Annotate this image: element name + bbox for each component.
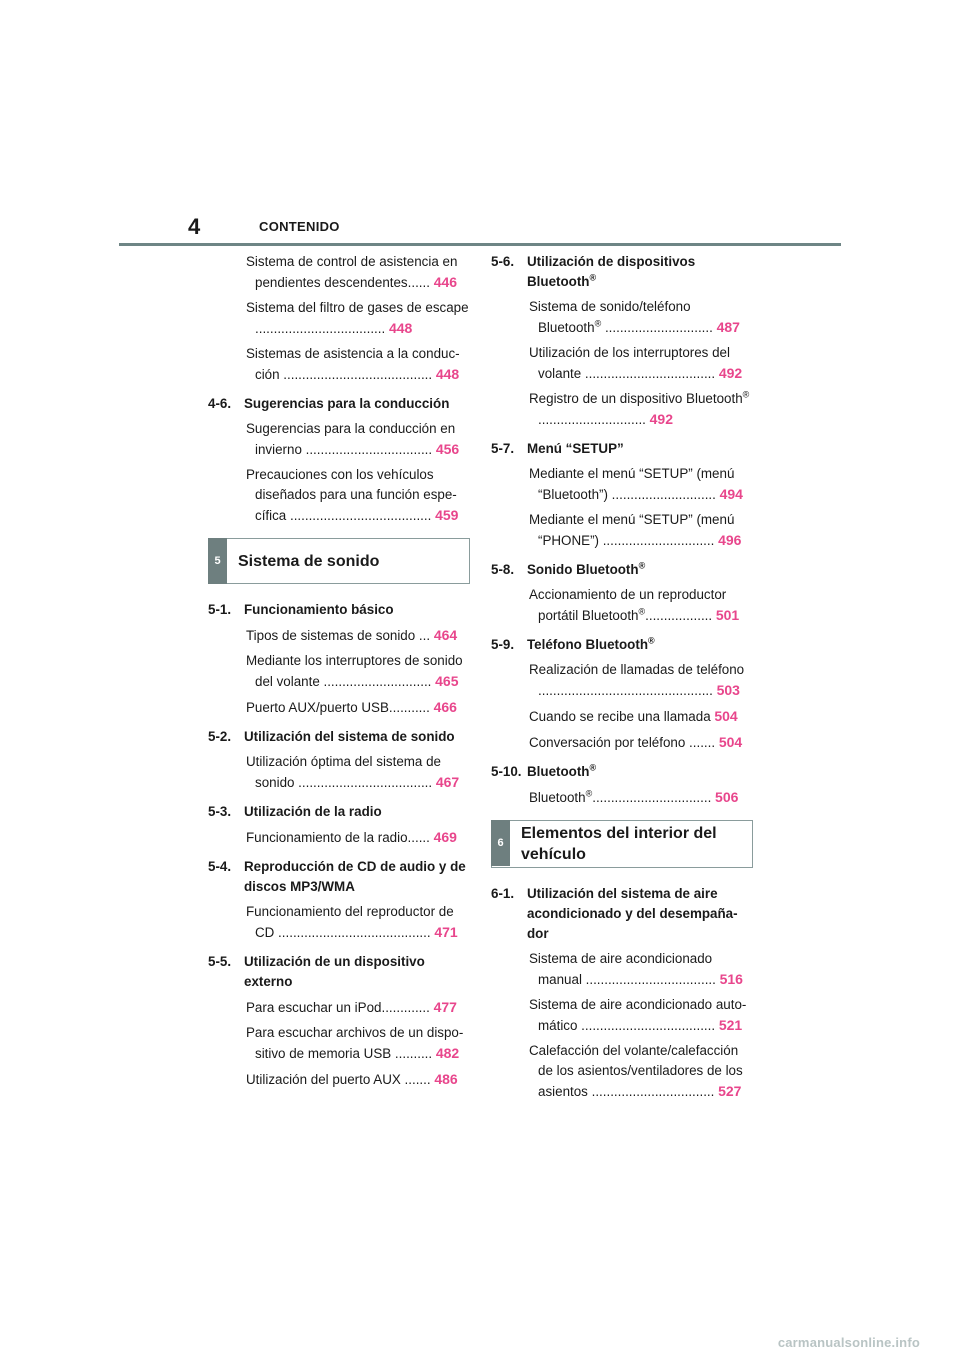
page-ref: 487: [716, 319, 740, 335]
chapter-label: Sistema de sonido: [238, 552, 380, 570]
page-header: [0, 0, 960, 250]
toc-entry[interactable]: Puerto AUX/puerto USB........... 466: [246, 699, 457, 715]
page-ref: 492: [649, 411, 673, 427]
toc-section-5-9[interactable]: 5-9. Teléfono Bluetooth®: [491, 635, 655, 652]
toc-entry[interactable]: Realización de llamadas de teléfono ............................................... 503: [529, 662, 745, 698]
toc-entry[interactable]: Funcionamiento del reproductor de CD ......................................... 471: [246, 904, 458, 940]
chapter-5-box[interactable]: [208, 538, 470, 584]
toc-section-5-8[interactable]: 5-8. Sonido Bluetooth®: [491, 560, 646, 577]
toc-entry[interactable]: Calefacción del volante/calefacción de los asientos/ventiladores de los asientos ................................. 527: [529, 1043, 743, 1099]
toc-section-5-3[interactable]: 5-3. Utilización de la radio: [208, 804, 382, 819]
toc-entry[interactable]: Sistema de aire acondicionado auto-mático .................................... 521: [529, 997, 747, 1033]
toc-entry[interactable]: Utilización de los interruptores del volante ................................... 492: [529, 345, 743, 381]
chapter-tab: 5: [208, 538, 227, 584]
page-ref: 466: [433, 699, 457, 715]
page-ref: 503: [716, 682, 740, 698]
page-ref: 496: [718, 532, 742, 548]
page-ref: 506: [715, 789, 739, 805]
toc-section-4-6[interactable]: 4-6. Sugerencias para la conducción: [208, 396, 450, 411]
toc-entry[interactable]: Accionamiento de un reproductor portátil Bluetooth®.................. 501: [529, 587, 740, 623]
chapter-tab: 6: [491, 820, 510, 866]
toc-entry[interactable]: Cuando se recibe una llamada 504: [529, 708, 738, 724]
toc-entry[interactable]: Sistema del filtro de gases de escape ................................... 448: [246, 300, 469, 336]
toc-entry[interactable]: Mediante el menú “SETUP” (menú “Bluetooth”) ............................ 494: [529, 466, 743, 502]
toc-entry[interactable]: Utilización del puerto AUX ....... 486: [246, 1071, 458, 1087]
page-number: 4: [188, 214, 201, 239]
page-ref: 469: [433, 829, 457, 845]
page-ref: 448: [388, 320, 413, 336]
page-ref: 477: [433, 999, 457, 1015]
toc-column-right: [491, 252, 753, 1107]
toc-entry[interactable]: Precauciones con los vehículos diseñados para una función espe-cífica ...................................... 459: [246, 467, 459, 523]
page-ref: 459: [435, 507, 459, 523]
page-ref: 494: [719, 486, 743, 502]
toc-entry[interactable]: Mediante el menú “SETUP” (menú “PHONE”) .............................. 496: [529, 512, 742, 548]
page-ref: 486: [434, 1071, 458, 1087]
page-ref: 446: [433, 274, 458, 290]
toc-section-5-7[interactable]: 5-7. Menú “SETUP”: [491, 441, 624, 456]
toc-entry[interactable]: Funcionamiento de la radio...... 469: [246, 829, 457, 845]
page-ref: 527: [718, 1083, 742, 1099]
page-ref: 521: [718, 1017, 743, 1033]
watermark: carmanualsonline.info: [777, 1335, 920, 1350]
toc-entry[interactable]: Sugerencias para la conducción en invierno .................................. 456: [246, 421, 460, 457]
chapter-6-box[interactable]: [491, 820, 753, 868]
toc-entry[interactable]: Utilización óptima del sistema de sonido .................................... 467: [246, 754, 460, 790]
toc-entry[interactable]: Sistema de aire acondicionado manual ................................... 516: [529, 951, 743, 987]
toc-entry[interactable]: Sistema de sonido/teléfono Bluetooth® ............................. 487: [529, 299, 740, 335]
page-ref: 464: [433, 627, 458, 643]
toc-entry[interactable]: Tipos de sistemas de sonido ... 464: [246, 627, 458, 643]
page-ref: 456: [435, 441, 460, 457]
page-ref: 448: [435, 366, 460, 382]
toc-entry[interactable]: Mediante los interruptores de sonido del volante ............................. 465: [246, 653, 463, 689]
section-title: CONTENIDO: [259, 219, 340, 234]
chapter-label: Elementos del interior del vehículo: [521, 825, 717, 863]
toc-section-5-6[interactable]: 5-6. Utilización de dispositivos Bluetooth®: [491, 254, 696, 289]
toc-entry[interactable]: Para escuchar archivos de un dispo-sitivo de memoria USB .......... 482: [246, 1025, 464, 1061]
toc-section-5-1[interactable]: 5-1. Funcionamiento básico: [208, 602, 394, 617]
toc-entry[interactable]: Para escuchar un iPod............. 477: [246, 999, 457, 1015]
toc-section-5-5[interactable]: 5-5. Utilización de un dispositivo externo: [208, 954, 425, 989]
toc-entry[interactable]: Bluetooth®................................ 506: [529, 788, 739, 805]
page-ref: 467: [435, 774, 460, 790]
page-ref: 516: [719, 971, 743, 987]
page-ref: 492: [718, 365, 743, 381]
toc-entry[interactable]: Conversación por teléfono ....... 504: [529, 734, 743, 750]
page-ref: 504: [718, 734, 743, 750]
toc-section-5-10[interactable]: 5-10. Bluetooth®: [491, 762, 597, 779]
header-rule: [119, 243, 841, 246]
toc-entry[interactable]: Sistemas de asistencia a la conduc-ción ........................................ 448: [246, 346, 460, 382]
page-ref: 504: [714, 708, 738, 724]
toc-column-left: [208, 252, 470, 1095]
page-ref: 471: [434, 924, 458, 940]
page-ref: 465: [435, 673, 459, 689]
toc-entry[interactable]: Sistema de control de asistencia en pendientes descendentes...... 446: [246, 254, 458, 290]
page-ref: 501: [715, 607, 740, 623]
toc-entry[interactable]: Registro de un dispositivo Bluetooth® ............................. 492: [529, 389, 750, 427]
page-ref: 482: [435, 1045, 460, 1061]
toc-section-5-4[interactable]: 5-4. Reproducción de CD de audio y de discos MP3/WMA: [208, 859, 466, 894]
toc-section-6-1[interactable]: 6-1. Utilización del sistema de aire acondicionado y del desempaña-dor: [491, 886, 738, 941]
toc-section-5-2[interactable]: 5-2. Utilización del sistema de sonido: [208, 729, 455, 744]
